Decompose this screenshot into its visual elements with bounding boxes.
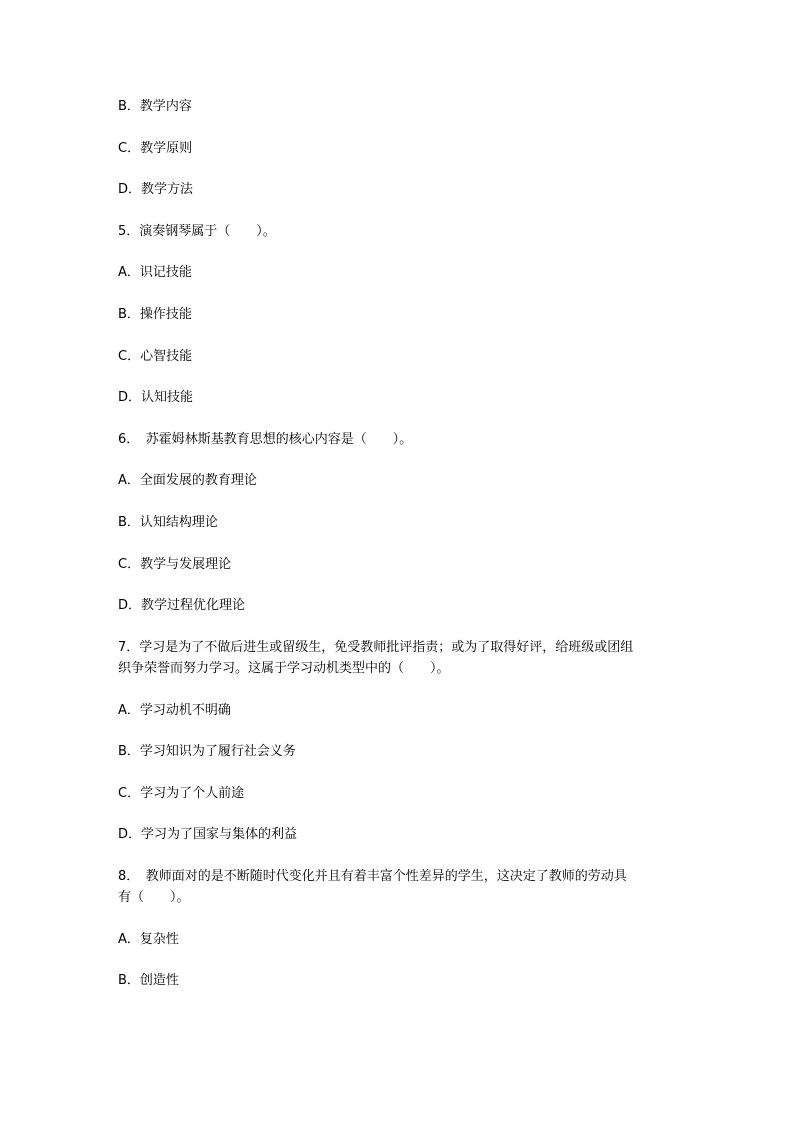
q8-option-b: B．创造性: [118, 973, 179, 988]
q7-option-d: D．学习为了国家与集体的利益: [118, 827, 298, 842]
q7-stem-line2: 织争荣誉而努力学习。这属于学习动机类型中的（ ）。: [118, 661, 450, 676]
q7-option-c: C．学习为了个人前途: [118, 786, 245, 801]
q6-option-d: D．教学过程优化理论: [118, 598, 246, 613]
q4-option-c: C．教学原则: [118, 141, 193, 156]
q8-option-a: A．复杂性: [118, 932, 179, 947]
q4-option-d: D．教学方法: [118, 182, 194, 197]
q8-stem-line1: 8． 教师面对的是不断随时代变化并且有着丰富个性差异的学生，这决定了教师的劳动具: [118, 869, 627, 884]
q7-stem-line1: 7．学习是为了不做后进生或留级生，免受教师批评指责；或为了取得好评，给班级或团组: [118, 640, 634, 655]
q6-option-c: C．教学与发展理论: [118, 557, 232, 572]
q5-stem: 5．演奏钢琴属于（ ）。: [118, 224, 276, 239]
q5-option-c: C．心智技能: [118, 349, 193, 364]
q6-option-b: B．认知结构理论: [118, 515, 218, 530]
q5-option-d: D．认知技能: [118, 390, 194, 405]
q7-option-b: B．学习知识为了履行社会义务: [118, 744, 296, 759]
q4-option-b: B．教学内容: [118, 99, 192, 114]
q7-option-a: A．学习动机不明确: [118, 703, 231, 718]
q5-option-b: B．操作技能: [118, 307, 192, 322]
q6-stem: 6． 苏霍姆林斯基教育思想的核心内容是（ ）。: [118, 432, 413, 447]
q6-option-a: A．全面发展的教育理论: [118, 473, 257, 488]
q8-stem-line2: 有（ ）。: [118, 890, 190, 905]
q5-option-a: A．识记技能: [118, 265, 192, 280]
